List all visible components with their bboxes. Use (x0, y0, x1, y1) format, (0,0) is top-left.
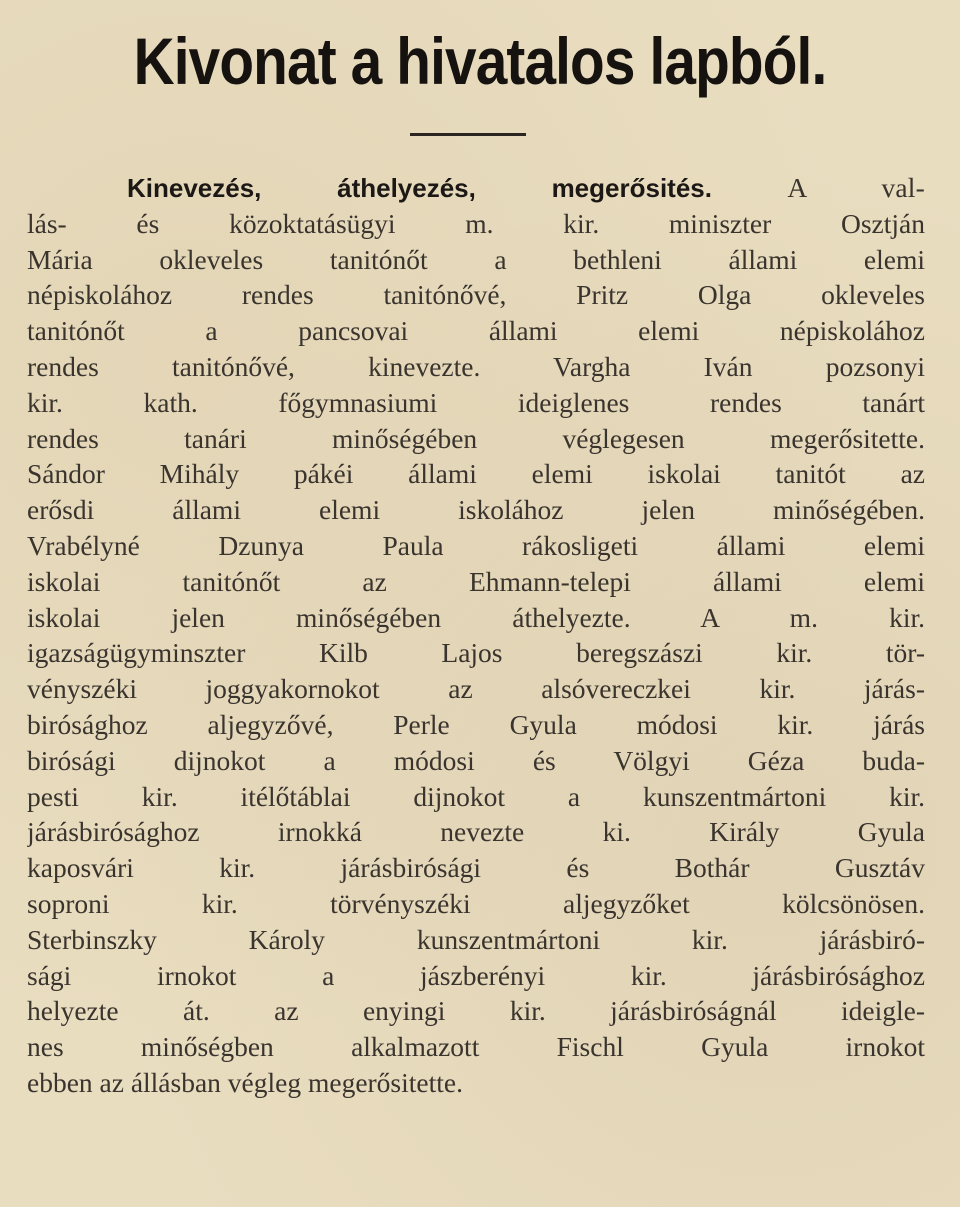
article-line: járásbirósághoz irnokká nevezte ki. Király Gyula (27, 816, 925, 848)
article-line: rendes tanári minőségében véglegesen megerősitette. (27, 422, 925, 454)
article-line: vényszéki joggyakornokot az alsóvereczkei kir. járás- (27, 673, 925, 705)
article-line: sági irnokot a jászberényi kir. járásbirósághoz (27, 959, 925, 991)
article-line: Vrabélyné Dzunya Paula rákosligeti állami elemi (27, 529, 925, 561)
article-line: nes minőségben alkalmazott Fischl Gyula irnokot (27, 1031, 925, 1063)
article-line: lás- és közoktatásügyi m. kir. miniszter Osztján (27, 207, 925, 239)
article-line: népiskolához rendes tanitónővé, Pritz Olga okleveles (27, 279, 925, 311)
article-line-text: A val- (787, 172, 925, 203)
article-line: igazságügyminszter Kilb Lajos beregszászi kir. tör- (27, 637, 925, 669)
article-line: birósághoz aljegyzővé, Perle Gyula módosi kir. járás (27, 708, 925, 740)
article-line: erősdi állami elemi iskolához jelen minőségében. (27, 494, 925, 526)
article-line: Mária okleveles tanitónőt a bethleni állami elemi (27, 243, 925, 275)
article-lead: Kinevezés, áthelyezés, megerősités. (127, 173, 712, 203)
article-line: iskolai jelen minőségében áthelyezte. A m. kir. (27, 601, 925, 633)
article-line: kaposvári kir. járásbirósági és Bothár Gusztáv (27, 852, 925, 884)
article-line: kir. kath. főgymnasiumi ideiglenes rendes tanárt (27, 386, 925, 418)
article-line: pesti kir. itélőtáblai dijnokot a kunszentmártoni kir. (27, 780, 925, 812)
article-line: helyezte át. az enyingi kir. járásbiróságnál ideigle- (27, 995, 925, 1027)
article-headline: Kivonat a hivatalos lapból. (133, 24, 827, 98)
article-line: iskolai tanitónőt az Ehmann-telepi állami elemi (27, 565, 925, 597)
article-line (27, 170, 925, 206)
headline-divider (410, 133, 526, 136)
article-line: rendes tanitónővé, kinevezte. Vargha Iván pozsonyi (27, 350, 925, 382)
article-line: tanitónőt a pancsovai állami elemi népiskolához (27, 315, 925, 347)
article-line: ebben az állásban végleg megerősitette. (27, 1066, 463, 1098)
article-line: Sándor Mihály pákéi állami elemi iskolai tanitót az (27, 458, 925, 490)
article-body (27, 170, 925, 1101)
article-line: Sterbinszky Károly kunszentmártoni kir. járásbiró- (27, 923, 925, 955)
article-line: soproni kir. törvényszéki aljegyzőket kölcsönösen. (27, 887, 925, 919)
article-line: birósági dijnokot a módosi és Völgyi Géza buda- (27, 744, 925, 776)
